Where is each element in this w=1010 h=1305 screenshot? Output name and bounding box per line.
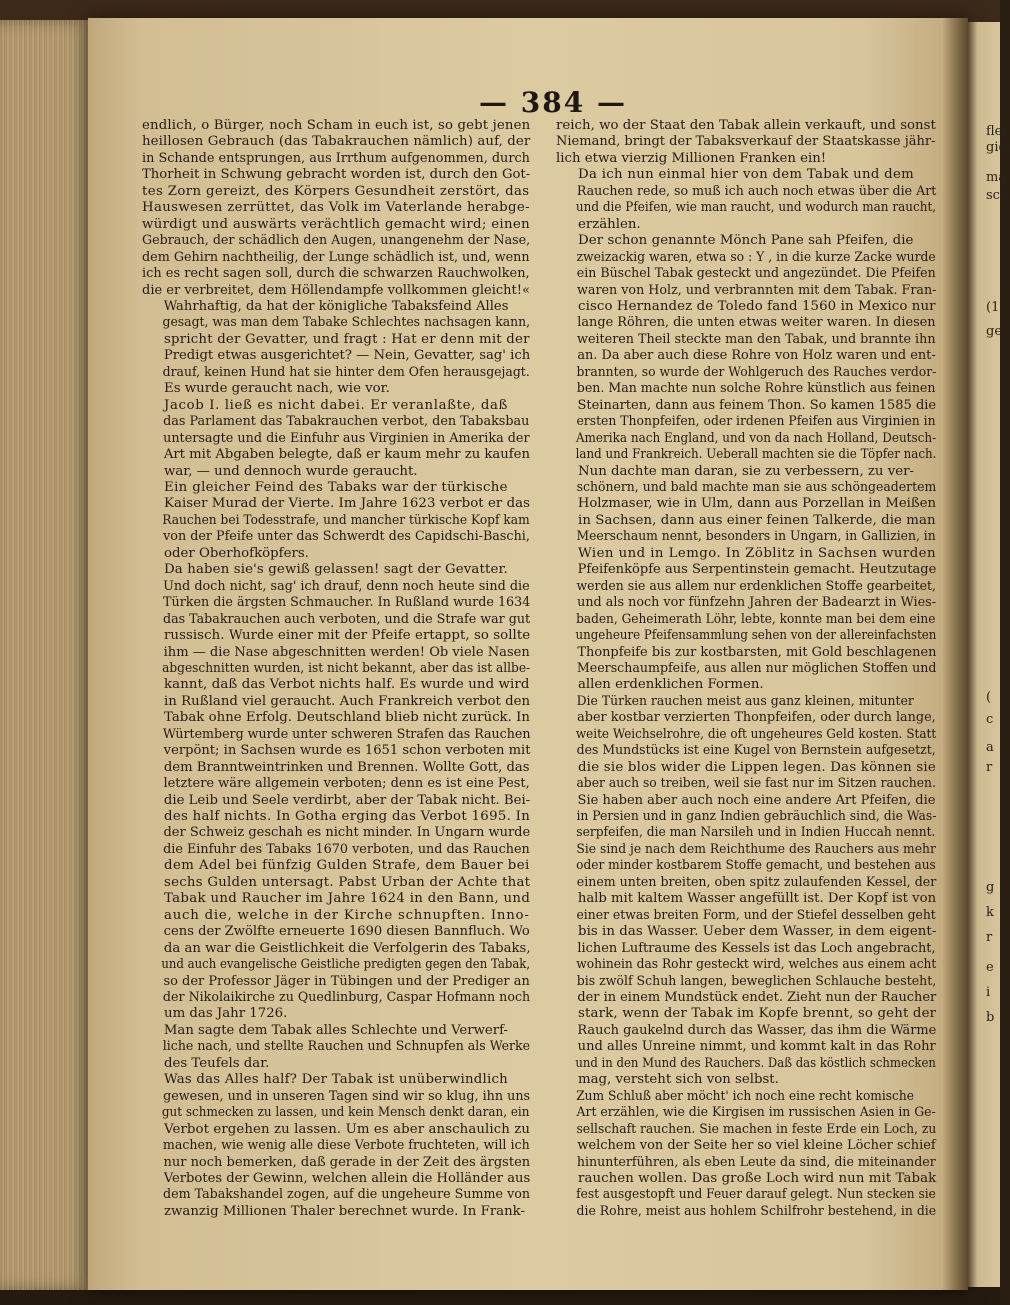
text-line: in Schande entsprungen, aus Irrthum aufgenommen, durch xyxy=(142,150,530,166)
page-number: — 384 — xyxy=(479,86,627,119)
text-line: Gebrauch, der schädlich den Augen, unangenehm der Nase, xyxy=(142,233,531,249)
text-line: serpfeifen, die man Narsileh und in Indien Huccah nennt. xyxy=(576,825,936,841)
text-line: welchem von der Seite her so viel kleine Löcher schief xyxy=(577,1138,936,1154)
next-page-fragment: r xyxy=(986,930,993,945)
text-line: auch die, welche in der Kirche schnupften. Inno- xyxy=(164,907,530,923)
text-line: Niemand, bringt der Tabaksverkauf der Staatskasse jähr- xyxy=(556,134,936,150)
text-line: Wahrhaftig, da hat der königliche Tabaksfeind Alles xyxy=(163,298,509,314)
text-line: Art mit Abgaben belegte, daß er kaum mehr zu kaufen xyxy=(163,447,530,463)
text-line: war, — und dennoch wurde geraucht. xyxy=(164,463,418,479)
text-line: des Mundstücks ist eine Kugel von Bernstein aufgesetzt, xyxy=(576,743,936,759)
text-line: Sie haben aber auch noch eine andere Art Pfeifen, die xyxy=(577,792,936,808)
text-line: brannten, so wurde der Wohlgeruch des Rauches verdor- xyxy=(576,364,937,380)
next-page-fragment: k xyxy=(986,905,994,920)
text-line: Meerschaum nennt, besonders in Ungarn, in Gallizien, in xyxy=(576,529,936,545)
text-line: lange Röhren, die unten etwas weiter waren. In diesen xyxy=(577,315,936,331)
text-line: aber kostbar verzierten Thonpfeifen, oder durch lange, xyxy=(577,710,936,726)
text-line: ungeheure Pfeifensammlung sehen von der allereinfachsten xyxy=(575,628,937,644)
next-page-fragment: i xyxy=(986,985,991,1000)
text-line: Meerschaumpfeife, aus allen nur möglichen Stoffen und xyxy=(576,660,937,676)
text-line: die Leib und Seele verdirbt, aber der Tabak nicht. Bei- xyxy=(163,792,531,808)
text-line: lich etwa vierzig Millionen Franken ein! xyxy=(556,150,827,166)
text-line: Verbot ergehen zu lassen. Um es aber anschaulich zu xyxy=(164,1121,531,1137)
text-line: zwanzig Millionen Thaler berechnet wurde. In Frank- xyxy=(164,1203,525,1219)
paragraph xyxy=(142,398,530,480)
text-line: gut schmecken zu lassen, und kein Mensch denkt daran, ein xyxy=(161,1105,530,1121)
text-line: cisco Hernandez de Toledo fand 1560 in Mexico nur xyxy=(578,298,936,314)
text-line: die Rohre, meist aus hohlem Schilfrohr bestehend, in die xyxy=(576,1203,937,1219)
text-line: das Parlament das Tabakrauchen verbot, den Tabaksbau xyxy=(163,414,530,430)
text-line: an. Da aber auch diese Rohre von Holz waren und ent- xyxy=(577,348,936,364)
text-line: Ein gleicher Feind des Tabaks war der türkische xyxy=(164,479,508,495)
text-line: endlich, o Bürger, noch Scham in euch ist, so gebt jenen xyxy=(142,118,531,133)
text-line: erzählen. xyxy=(578,216,641,232)
text-line: und auch evangelische Geistliche predigten gegen den Tabak, xyxy=(161,957,531,973)
text-line: lichen Luftraume des Kessels ist das Loch angebracht, xyxy=(577,940,936,956)
text-line: heillosen Gebrauch (das Tabakrauchen nämlich) auf, der xyxy=(142,134,531,150)
text-line: nur noch bemerken, daß gerade in der Zeit des ärgsten xyxy=(163,1154,531,1170)
next-page-fragment: flei xyxy=(986,124,1007,139)
paragraph xyxy=(556,694,936,1089)
left-text-column xyxy=(142,118,530,1220)
text-line: würdigt und auswärts verächtlich gemacht wird; einen xyxy=(142,216,530,232)
text-line: und alles Unreine nimmt, und kommt kalt in das Rohr xyxy=(577,1039,936,1055)
text-line: reich, wo der Staat den Tabak allein verkauft, und sonst xyxy=(556,118,936,133)
text-line: Rauchen rede, so muß ich auch noch etwas über die Art xyxy=(576,183,937,199)
text-line: Steinarten, dann aus feinem Thon. So kamen 1585 die xyxy=(577,397,937,413)
text-line: um das Jahr 1726. xyxy=(164,1006,288,1022)
text-line: hinunterführen, als eben Leute da sind, die miteinander xyxy=(576,1154,936,1170)
text-line: letztere wäre allgemein verboten; denn es ist eine Pest, xyxy=(163,776,530,792)
text-line: Nun dachte man daran, sie zu verbessern, zu ver- xyxy=(578,463,914,479)
text-line: einem unten breiten, oben spitz zulaufenden Kessel, der xyxy=(576,874,937,890)
text-line: Kaiser Murad der Vierte. Im Jahre 1623 verbot er das xyxy=(164,496,531,512)
text-line: Thorheit in Schwung gebracht worden ist, durch den Got- xyxy=(142,167,531,183)
text-line: in Sachsen, dann aus einer feinen Talkerde, die man xyxy=(578,512,936,528)
text-line: Hauswesen zerrüttet, das Volk im Vaterlande herabge- xyxy=(142,200,530,216)
next-page-fragment: sch xyxy=(986,188,1009,203)
text-line: sechs Gulden untersagt. Pabst Urban der Achte that xyxy=(164,874,531,890)
right-text-column xyxy=(556,118,936,1220)
paragraph xyxy=(556,233,936,463)
next-page-fragment: c xyxy=(986,712,994,727)
stacked-page-edges xyxy=(0,20,95,1290)
text-line: dem Gehirn nachtheilig, der Lunge schädlich ist, und, wenn xyxy=(142,249,530,265)
spine-shadow xyxy=(942,18,968,1290)
text-line: von der Pfeife unter das Schwerdt des Capidschi-Baschi, xyxy=(163,529,530,545)
text-line: halb mit kaltem Wasser angefüllt ist. Der Kopf ist von xyxy=(577,891,937,907)
paragraph xyxy=(556,167,936,233)
text-line: die sie blos wider die Lippen legen. Das können sie xyxy=(578,759,937,775)
text-line: Tabak ohne Erfolg. Deutschland blieb nicht zurück. In xyxy=(164,710,530,726)
next-page-edge xyxy=(968,22,1003,1287)
paragraph xyxy=(142,1072,530,1220)
text-line: spricht der Gevatter, und fragt : Hat er denn mit der xyxy=(164,331,530,347)
text-line: stark, wenn der Tabak im Kopfe brennt, so geht der xyxy=(578,1006,937,1022)
paragraph xyxy=(142,118,530,299)
text-line: Amerika nach England, und von da nach Holland, Deutsch- xyxy=(575,430,937,446)
text-line: ich es recht sagen soll, durch die schwarzen Rauchwolken, xyxy=(142,266,530,282)
paragraph xyxy=(142,1023,530,1072)
text-line: des half nichts. In Gotha erging das Verbot 1695. In xyxy=(164,809,531,825)
text-line: fest ausgestopft und Feuer darauf gelegt. Nun stecken sie xyxy=(576,1187,936,1203)
text-line: das Tabakrauchen auch verboten, und die Strafe war gut xyxy=(162,611,531,627)
text-line: kannt, daß das Verbot nichts half. Es wurde und wird xyxy=(164,677,530,693)
text-line: liche nach, und stellte Rauchen und Schnupfen als Werke xyxy=(162,1039,531,1055)
text-line: und als noch vor fünfzehn Jahren der Badearzt in Wies- xyxy=(577,595,937,611)
next-page-fragment: (1 xyxy=(986,300,1000,315)
text-line: Was das Alles half? Der Tabak ist unüberwindlich xyxy=(164,1072,508,1088)
text-line: Art erzählen, wie die Kirgisen im russischen Asien in Ge- xyxy=(576,1105,936,1121)
text-line: der Nikolaikirche zu Quedlinburg, Caspar Hofmann noch xyxy=(162,990,531,1006)
text-line: Rauch gaukelnd durch das Wasser, das ihm die Wärme xyxy=(577,1022,937,1038)
next-page-fragment: giel xyxy=(986,140,1010,155)
text-line: die Einfuhr des Tabaks 1670 verboten, und das Rauchen xyxy=(163,841,530,857)
text-line: dem Tabakshandel zogen, auf die ungeheure Summe von xyxy=(162,1187,531,1203)
text-line: dem Branntweintrinken und Brennen. Wollte Gott, das xyxy=(163,759,530,775)
text-line: aber auch so treiben, weil sie fast nur im Sitzen rauchen. xyxy=(576,776,936,792)
text-line: ein Büschel Tabak gesteckt und angezündet. Die Pfeifen xyxy=(576,266,936,282)
text-line: Türken die ärgsten Schmaucher. In Rußland wurde 1634 xyxy=(163,595,531,611)
text-line: Der schon genannte Mönch Pane sah Pfeifen, die xyxy=(578,233,914,249)
text-line: Es wurde geraucht nach, wie vor. xyxy=(164,381,390,397)
next-page-fragment: g xyxy=(986,880,995,895)
next-page-fragment: r xyxy=(986,760,993,775)
text-line: Da haben sie's gewiß gelassen! sagt der Gevatter. xyxy=(164,562,508,578)
text-line: mag, versteht sich von selbst. xyxy=(578,1072,779,1088)
text-line: ihm — die Nase abgeschnitten werden! Ob viele Nasen xyxy=(163,644,530,660)
paragraph xyxy=(556,464,936,694)
text-line: gesagt, was man dem Tabake Schlechtes nachsagen kann, xyxy=(162,315,531,331)
text-line: einer etwas breiten Form, und der Stiefel desselben geht xyxy=(576,907,936,923)
text-line: bis in das Wasser. Ueber dem Wasser, in dem eigent- xyxy=(578,924,937,940)
text-line: weiteren Theil steckte man den Tabak, und brannte ihn xyxy=(577,331,936,347)
text-line: oder minder kostbarem Stoffe gemacht, und bestehen aus xyxy=(576,858,936,874)
text-line: und in den Mund des Rauchers. Daß das köstlich schmecken xyxy=(575,1055,936,1071)
text-line: Jacob I. ließ es nicht dabei. Er veranlaßte, daß xyxy=(164,397,509,413)
text-line: land und Frankreich. Ueberall machten sie die Töpfer nach. xyxy=(575,447,937,463)
text-line: abgeschnitten wurden, ist nicht bekannt, aber das ist allbe- xyxy=(162,660,531,676)
text-line: verpönt; in Sachsen wurde es 1651 schon verboten mit xyxy=(163,743,531,759)
paragraph xyxy=(142,480,530,562)
text-line: schönern, und bald machte man sie aus schöngeadertem xyxy=(576,479,937,495)
next-page-fragment: ma xyxy=(986,170,1007,185)
next-page-fragment: ( xyxy=(986,690,992,705)
next-page-fragment: b xyxy=(986,1010,995,1025)
text-line: wohinein das Rohr gesteckt wird, welches aus einem acht xyxy=(576,957,937,973)
text-line: waren von Holz, und verbrannten mit dem Tabak. Fran- xyxy=(577,282,937,298)
text-line: Sie sind je nach dem Reichthume des Rauchers aus mehr xyxy=(576,841,936,857)
text-line: die er verbreitet, dem Höllendampfe vollkommen gleicht!« xyxy=(142,282,530,298)
text-line: Die Türken rauchen meist aus ganz kleinen, mitunter xyxy=(576,693,914,709)
text-line: Rauchen bei Todesstrafe, und mancher türkische Kopf kam xyxy=(162,512,530,528)
text-line: ersten Thonpfeifen, oder irdenen Pfeifen aus Virginien in xyxy=(576,414,936,430)
text-line: Holzmaser, wie in Ulm, dann aus Porzellan in Meißen xyxy=(577,496,936,512)
text-line: Thonpfeife bis zur kostbarsten, mit Gold beschlagenen xyxy=(577,644,937,660)
text-line: Wien und in Lemgo. In Zöblitz in Sachsen wurden xyxy=(578,545,937,561)
text-line: sellschaft rauchen. Sie machen in feste Erde ein Loch, zu xyxy=(576,1121,937,1137)
text-line: Pfeifenköpfe aus Serpentinstein gemacht. Heutzutage xyxy=(577,562,937,578)
text-line: machen, wie wenig alle diese Verbote fruchteten, will ich xyxy=(162,1138,530,1154)
text-line: cens der Zwölfte erneuerte 1690 diesen Bannfluch. Wo xyxy=(163,924,530,940)
text-line: des Teufels dar. xyxy=(164,1055,270,1071)
next-page-fragment: a xyxy=(986,740,994,755)
text-line: ben. Man machte nun solche Rohre künstlich aus feinen xyxy=(576,381,936,397)
text-line: Würtemberg wurde unter schweren Strafen das Rauchen xyxy=(162,726,531,742)
text-line: dem Adel bei fünfzig Gulden Strafe, dem Bauer bei xyxy=(164,858,530,874)
paragraph xyxy=(142,299,530,398)
text-line: drauf, keinen Hund hat sie hinter dem Ofen herausgejagt. xyxy=(162,364,530,380)
next-page-fragment: e xyxy=(986,960,994,975)
text-line: der Schweiz geschah es nicht minder. In Ungarn wurde xyxy=(163,825,531,841)
text-line: Predigt etwas ausgerichtet? — Nein, Gevatter, sag' ich xyxy=(163,348,531,364)
text-line: tes Zorn gereizt, des Körpers Gesundheit zerstört, das xyxy=(142,183,530,199)
text-line: oder Oberhofköpfers. xyxy=(164,545,309,561)
text-line: in Rußland viel geraucht. Auch Frankreich verbot den xyxy=(164,693,531,709)
paragraph xyxy=(556,118,936,167)
text-line: Tabak und Raucher im Jahre 1624 in den Bann, und xyxy=(164,891,531,907)
text-line: allen erdenklichen Formen. xyxy=(578,677,764,693)
text-line: Da ich nun einmal hier von dem Tabak und dem xyxy=(578,167,915,183)
text-line: in Persien und in ganz Indien gebräuchlich sind, die Was- xyxy=(576,809,937,825)
text-line: da an war die Geistlichkeit die Verfolgerin des Tabaks, xyxy=(163,940,531,956)
text-line: weite Weichselrohre, die oft ungeheures Geld kosten. Statt xyxy=(575,726,937,742)
text-line: bis zwölf Schuh langen, beweglichen Schlauche besteht, xyxy=(576,973,937,989)
text-line: so der Professor Jäger in Tübingen und der Prediger an xyxy=(163,973,530,989)
text-line: Verbotes der Gewinn, welchen allein die Holländer aus xyxy=(163,1171,531,1186)
next-page-fragment: ge xyxy=(986,324,1003,339)
text-line: russisch. Wurde einer mit der Pfeife ertappt, so sollte xyxy=(164,628,531,644)
text-line: Zum Schluß aber möcht' ich noch eine recht komische xyxy=(576,1088,914,1104)
text-line: gewesen, und in unseren Tagen sind wir so klug, ihn uns xyxy=(163,1088,531,1104)
paragraph xyxy=(142,562,530,1023)
text-line: rauchen wollen. Das große Loch wird nun mit Tabak xyxy=(578,1171,937,1186)
paragraph xyxy=(556,1089,936,1221)
text-line: baden, Geheimerath Löhr, lebte, konnte man bei dem eine xyxy=(576,611,936,627)
text-line: der in einem Mundstück endet. Zieht nun der Raucher xyxy=(577,990,937,1006)
text-line: untersagte und die Einfuhr aus Virginien in Amerika der xyxy=(163,430,530,446)
text-line: Und doch nicht, sag' ich drauf, denn noch heute sind die xyxy=(163,578,530,594)
text-line: werden sie aus allem nur erdenklichen Stoffe gearbeitet, xyxy=(576,578,936,594)
text-line: zweizackig waren, etwa so : Y , in die kurze Zacke wurde xyxy=(576,249,936,265)
text-line: Man sagte dem Tabak alles Schlechte und Verwerf- xyxy=(163,1022,508,1038)
text-line: und die Pfeifen, wie man raucht, und wodurch man raucht, xyxy=(575,200,937,216)
